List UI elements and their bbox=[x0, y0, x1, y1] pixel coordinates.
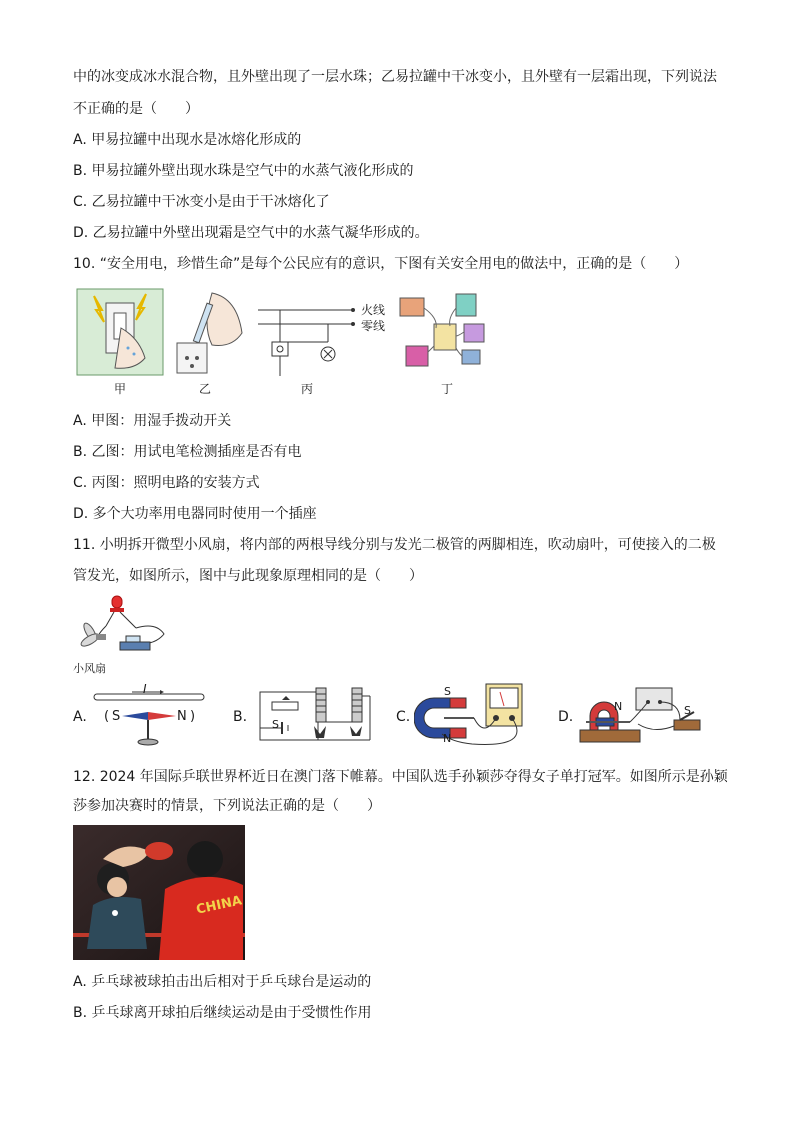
q9-stem-line2: 不正确的是（ ） bbox=[73, 101, 199, 117]
q10-option-c: C. 丙图：照明电路的安装方式 bbox=[73, 475, 260, 491]
q11-fig-d-north-label: N bbox=[614, 700, 623, 713]
q12-jersey-text: CHINA bbox=[194, 893, 244, 918]
q12-stem-line1: 12. 2024 年国际乒联世界杯近日在澳门落下帷幕。中国队选手孙颖莎夺得女子单打冠军。如图所示是孙颖 bbox=[73, 769, 728, 785]
q11-stem-line2: 管发光，如图所示，图中与此现象原理相同的是（ ） bbox=[73, 568, 423, 584]
q10-caption-jia: 甲 bbox=[113, 382, 126, 396]
q11-option-a-letter: A. bbox=[73, 709, 87, 725]
q9-option-d: D. 乙易拉罐中外壁出现霜是空气中的水蒸气凝华形成的。 bbox=[73, 225, 429, 241]
q11-figure-fan bbox=[76, 592, 171, 658]
q11-fig-a-left-paren: ( bbox=[104, 709, 110, 724]
q12-option-b: B. 乒乓球离开球拍后继续运动是由于受惯性作用 bbox=[73, 1005, 372, 1021]
q11-stem-line1: 11. 小明拆开微型小风扇，将内部的两根导线分别与发光二极管的两脚相连，吹动扇叶，可使接入的二极 bbox=[73, 537, 716, 553]
q11-figure-c-magnet-galvanometer bbox=[414, 680, 544, 750]
q9-option-a: A. 甲易拉罐中出现水是冰熔化形成的 bbox=[73, 132, 302, 148]
q9-stem-line1: 中的冰变成冰水混合物，且外壁出现了一层水珠；乙易拉罐中干冰变小，且外壁有一层霜出现，下列说法 bbox=[73, 69, 717, 85]
q11-fig-a-south-label: S bbox=[112, 709, 121, 724]
q10-figure-bing bbox=[258, 298, 358, 378]
q10-figure-jia bbox=[76, 288, 164, 378]
q11-fig-a-north-label: N bbox=[177, 709, 187, 724]
q11-fan-caption: 小风扇 bbox=[73, 662, 106, 675]
q10-figure-ding bbox=[398, 290, 493, 378]
q11-option-d-letter: D. bbox=[558, 709, 574, 725]
q11-fig-c-south-label: S bbox=[444, 685, 451, 698]
q10-caption-ding: 丁 bbox=[440, 382, 453, 396]
q11-fig-d-switch-label: S bbox=[684, 704, 691, 717]
q10-stem: 10. “安全用电，珍惜生命”是每个公民应有的意识，下图有关安全用电的做法中，正确的是（ ） bbox=[73, 256, 689, 272]
q10-caption-bing: 丙 bbox=[300, 382, 313, 396]
q12-option-a: A. 乒乓球被球拍击出后相对于乒乓球台是运动的 bbox=[73, 974, 372, 990]
q9-option-b: B. 甲易拉罐外壁出现水珠是空气中的水蒸气液化形成的 bbox=[73, 163, 414, 179]
q9-option-c: C. 乙易拉罐中干冰变小是由于干冰熔化了 bbox=[73, 194, 330, 210]
q11-fig-b-switch-label: S bbox=[272, 718, 279, 731]
q10-label-neutral-wire: 零线 bbox=[361, 319, 386, 333]
q10-option-b: B. 乙图：用试电笔检测插座是否有电 bbox=[73, 444, 302, 460]
q10-label-live-wire: 火线 bbox=[361, 303, 386, 317]
q11-fig-a-right-paren: ) bbox=[190, 709, 196, 724]
q12-table-tennis-photo bbox=[73, 825, 245, 960]
q10-option-a: A. 甲图：用湿手拨动开关 bbox=[73, 413, 232, 429]
q10-figure-yi bbox=[172, 288, 247, 378]
q11-fig-a-current-label: I bbox=[143, 682, 147, 696]
q11-option-b-letter: B. bbox=[233, 709, 248, 725]
q12-stem-line2: 莎参加决赛时的情景，下列说法正确的是（ ） bbox=[73, 798, 381, 814]
q11-fig-c-north-label: N bbox=[443, 732, 452, 745]
q11-option-c-letter: C. bbox=[396, 709, 411, 725]
q10-caption-yi: 乙 bbox=[198, 382, 211, 396]
q10-option-d: D. 多个大功率用电器同时使用一个插座 bbox=[73, 506, 317, 522]
q11-figure-b-electromagnets bbox=[252, 682, 382, 750]
